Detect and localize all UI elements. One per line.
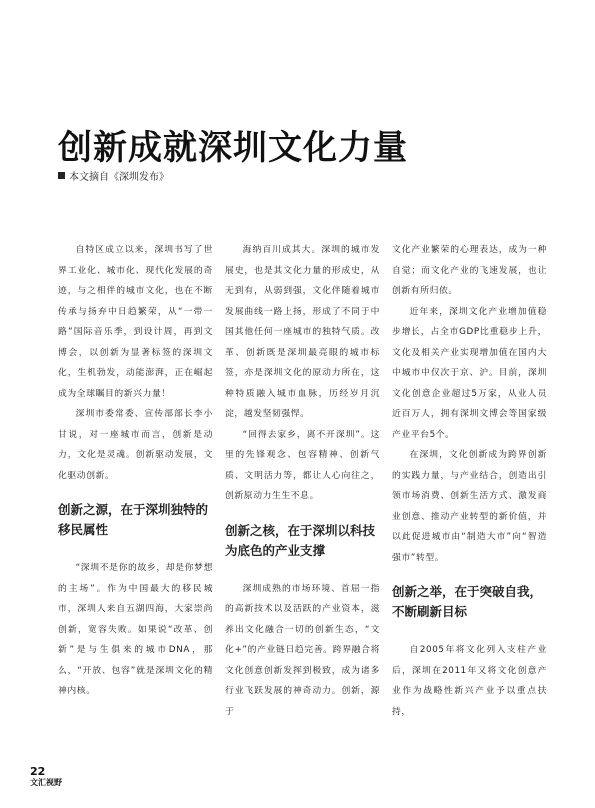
body-paragraph: 文化产业繁荣的心理表达，成为一种自觉；而文化产业的飞速发展，也让创新有所归依。 — [392, 245, 547, 296]
body-paragraph: “回得去家乡，离不开深圳”。这里的先锋观念、包容精神、创新气质、文明活力等，都让人心向往之，创新原动力生生不息。 — [225, 429, 380, 501]
page-footer — [30, 766, 62, 788]
body-paragraph: 在深圳，文化创新成为跨界创新的实践力量，与产业结合，创造出引领市场消费、创新生活方式、激发商业创意、推动产业转型的新价值，并以此促进城市由“制造大市”向“智造强市”转型。 — [392, 450, 547, 563]
magazine-name: 文汇视野 — [30, 778, 62, 787]
article-title: 创新成就深圳文化力量 — [58, 128, 408, 168]
body-paragraph: 深圳市委常委、宣传部部长李小甘说，对一座城市而言，创新是动力，文化是灵魂。创新驱动发展，文化驱动创新。 — [58, 409, 213, 481]
body-paragraph: 海纳百川成其大。深圳的城市发展史，也是其文化力量的形成史，从无到有，从弱到强，文化伴随着城市发展曲线一路上扬，形成了不同于中国其他任何一座城市的独特气质。改革、创新既是深圳最亮眼的城市标签，亦是深圳文化的原动力所在，这种特质融入城市血脉，历经岁月沉淀，越发坚韧强悍。 — [225, 245, 380, 419]
body-paragraph: 深圳成熟的市场环境、首屈一指的高新技术以及活跃的产业资本，滋养出文化融合一切的创新生态，“文化+”的产业链日趋完善。跨界融合将文化创意创新发挥到极致，成为诸多行业飞跃发展的神奇动力。创新，源于 — [225, 583, 380, 717]
section-heading: 创新之核，在于深圳以科技为底色的产业支撑 — [225, 522, 376, 558]
square-bullet-icon — [58, 172, 65, 179]
body-paragraph: “深圳不是你的故乡，却是你梦想的主场”。作为中国最大的移民城市，深圳人来自五湖四海，大家崇尚创新，宽容失败。如果说“改革、创新”是与生俱来的城市DNA，那么，“开放、包容”就是深圳文化的精神内核。 — [58, 563, 213, 696]
text-column-2 — [225, 240, 380, 722]
section-heading: 创新之举，在于突破自我，不断刷新目标 — [392, 584, 543, 619]
article-source-text: 本文摘自《深圳发布》 — [69, 172, 169, 183]
page-number: 22 — [30, 765, 46, 778]
body-paragraph: 自特区成立以来，深圳书写了世界工业化、城市化、现代化发展的奇迹，与之相伴的城市文化，也在不断传承与扬弃中日趋繁荣，从“一带一路”国际音乐季，到设计周，再到文博会，以创新为显著标签的深圳文化，生机勃发，动能澎湃，正在崛起成为全球瞩目的新兴力量！ — [58, 245, 213, 399]
body-paragraph: 自2005年将文化列入支柱产业后，深圳在2011年又将文化创意产业作为战略性新兴产业予以重点扶持， — [392, 645, 547, 717]
text-column-3 — [392, 240, 547, 722]
section-heading: 创新之源，在于深圳独特的移民属性 — [58, 502, 209, 537]
body-paragraph: 近年来，深圳文化产业增加值稳步增长，占全市GDP比重稳步上升，文化及相关产业实现增加值在国内大中城市中仅次于京、沪。目前，深圳文化创意企业超过5万家，从业人员近百万人，拥有深圳文博会等国家级产业平台5个。 — [392, 306, 547, 440]
article-source — [58, 168, 169, 183]
text-column-1 — [58, 240, 213, 702]
